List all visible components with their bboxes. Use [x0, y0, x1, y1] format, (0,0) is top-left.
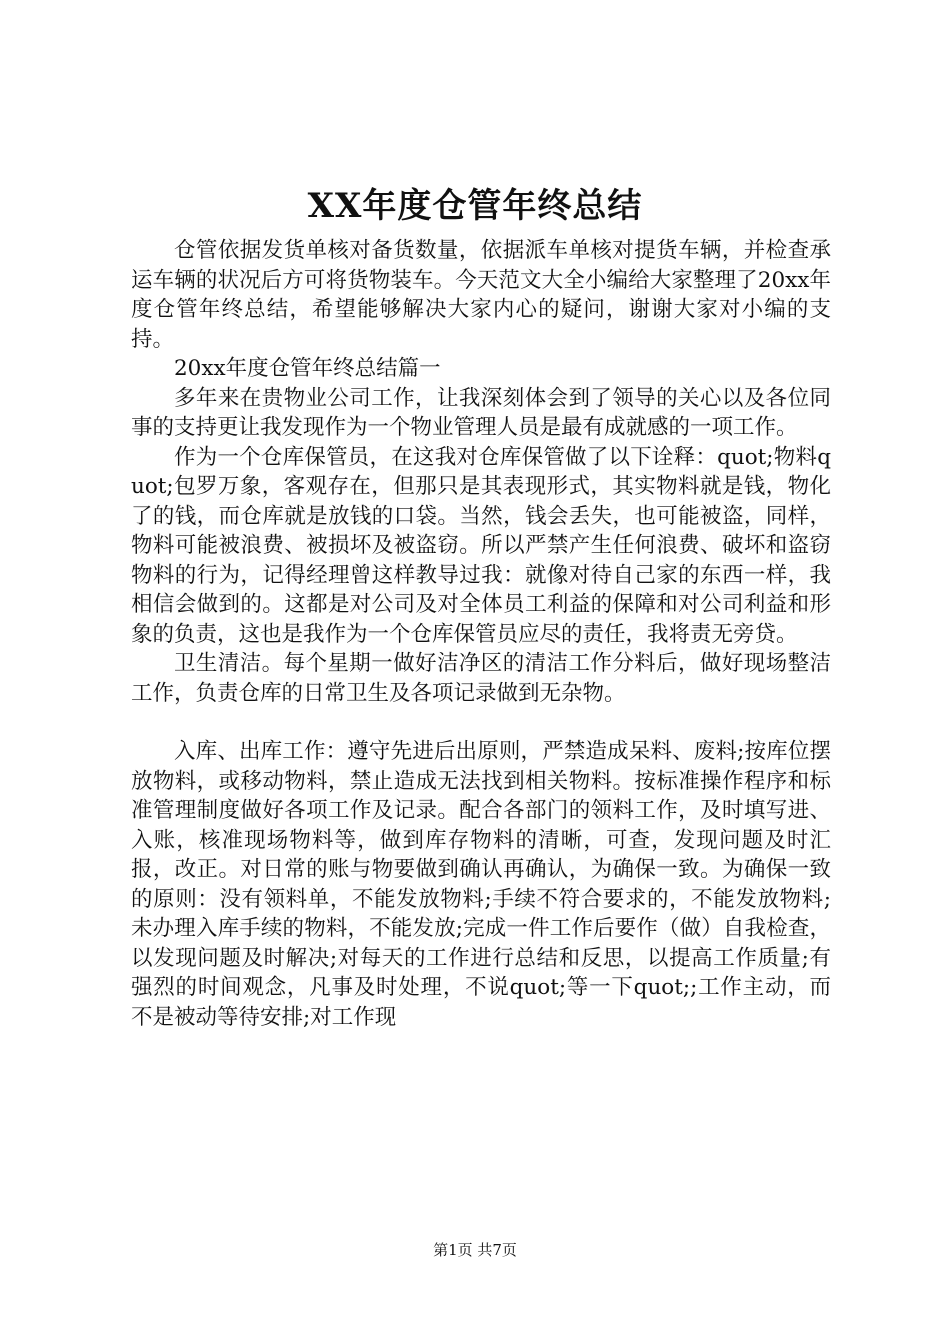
body-paragraph: 入库、出库工作：遵守先进后出原则，严禁造成呆料、废料;按库位摆放物料，或移动物料，禁止造成无法找到相关物料。按标准操作程序和标准管理制度做好各项工作及记录。配合各部门的领料工作，及时填写进、入账，核准现场物料等，做到库存物料的清晰，可查，发现问题及时汇报，改正。对日常的账与物要做到确认再确认，为确保一致。为确保一致的原则：没有领料单，不能发放物料;手续不符合要求的，不能发放物料;未办理入库手续的物料，不能发放;完成一件工作后要作（做）自我检查，以发现问题及时解决;对每天的工作进行总结和反思，以提高工作质量;有强烈的时间观念，凡事及时处理，不说quot;等一下quot;;工作主动，而不是被动等待安排;对工作现 [131, 739, 831, 1030]
paragraph-gap [131, 708, 831, 737]
body-paragraph: 卫生清洁。每个星期一做好洁净区的清洁工作分料后，做好现场整洁工作，负责仓库的日常卫生及各项记录做到无杂物。 [131, 651, 831, 706]
document-title: XX年度仓管年终总结 [307, 186, 643, 226]
intro-paragraph: 仓管依据发货单核对备货数量，依据派车单核对提货车辆，并检查承运车辆的状况后方可将货物装车。今天范文大全小编给大家整理了20xx年度仓管年终总结，希望能够解决大家内心的疑问，谢谢大家对小编的支持。 [131, 238, 831, 352]
section-heading: 20xx年度仓管年终总结篇一 [174, 356, 441, 381]
page-footer: 第1页 共7页 [433, 1241, 517, 1259]
document-body [131, 236, 831, 1032]
body-paragraph: 作为一个仓库保管员，在这我对仓库保管做了以下诠释：quot;物料quot;包罗万象，客观存在，但那只是其表现形式，其实物料就是钱，物化了的钱，而仓库就是放钱的口袋。当然，钱会丢失，也可能被盗，同样，物料可能被浪费、被损坏及被盗窃。所以严禁产生任何浪费、破坏和盗窃物料的行为，记得经理曾这样教导过我：就像对待自己家的东西一样，我相信会做到的。这都是对公司及对全体员工利益的保障和对公司利益和形象的负责，这也是我作为一个仓库保管员应尽的责任，我将责无旁贷。 [131, 444, 831, 647]
body-paragraph: 多年来在贵物业公司工作，让我深刻体会到了领导的关心以及各位同事的支持更让我发现作为一个物业管理人员是最有成就感的一项工作。 [131, 385, 831, 440]
